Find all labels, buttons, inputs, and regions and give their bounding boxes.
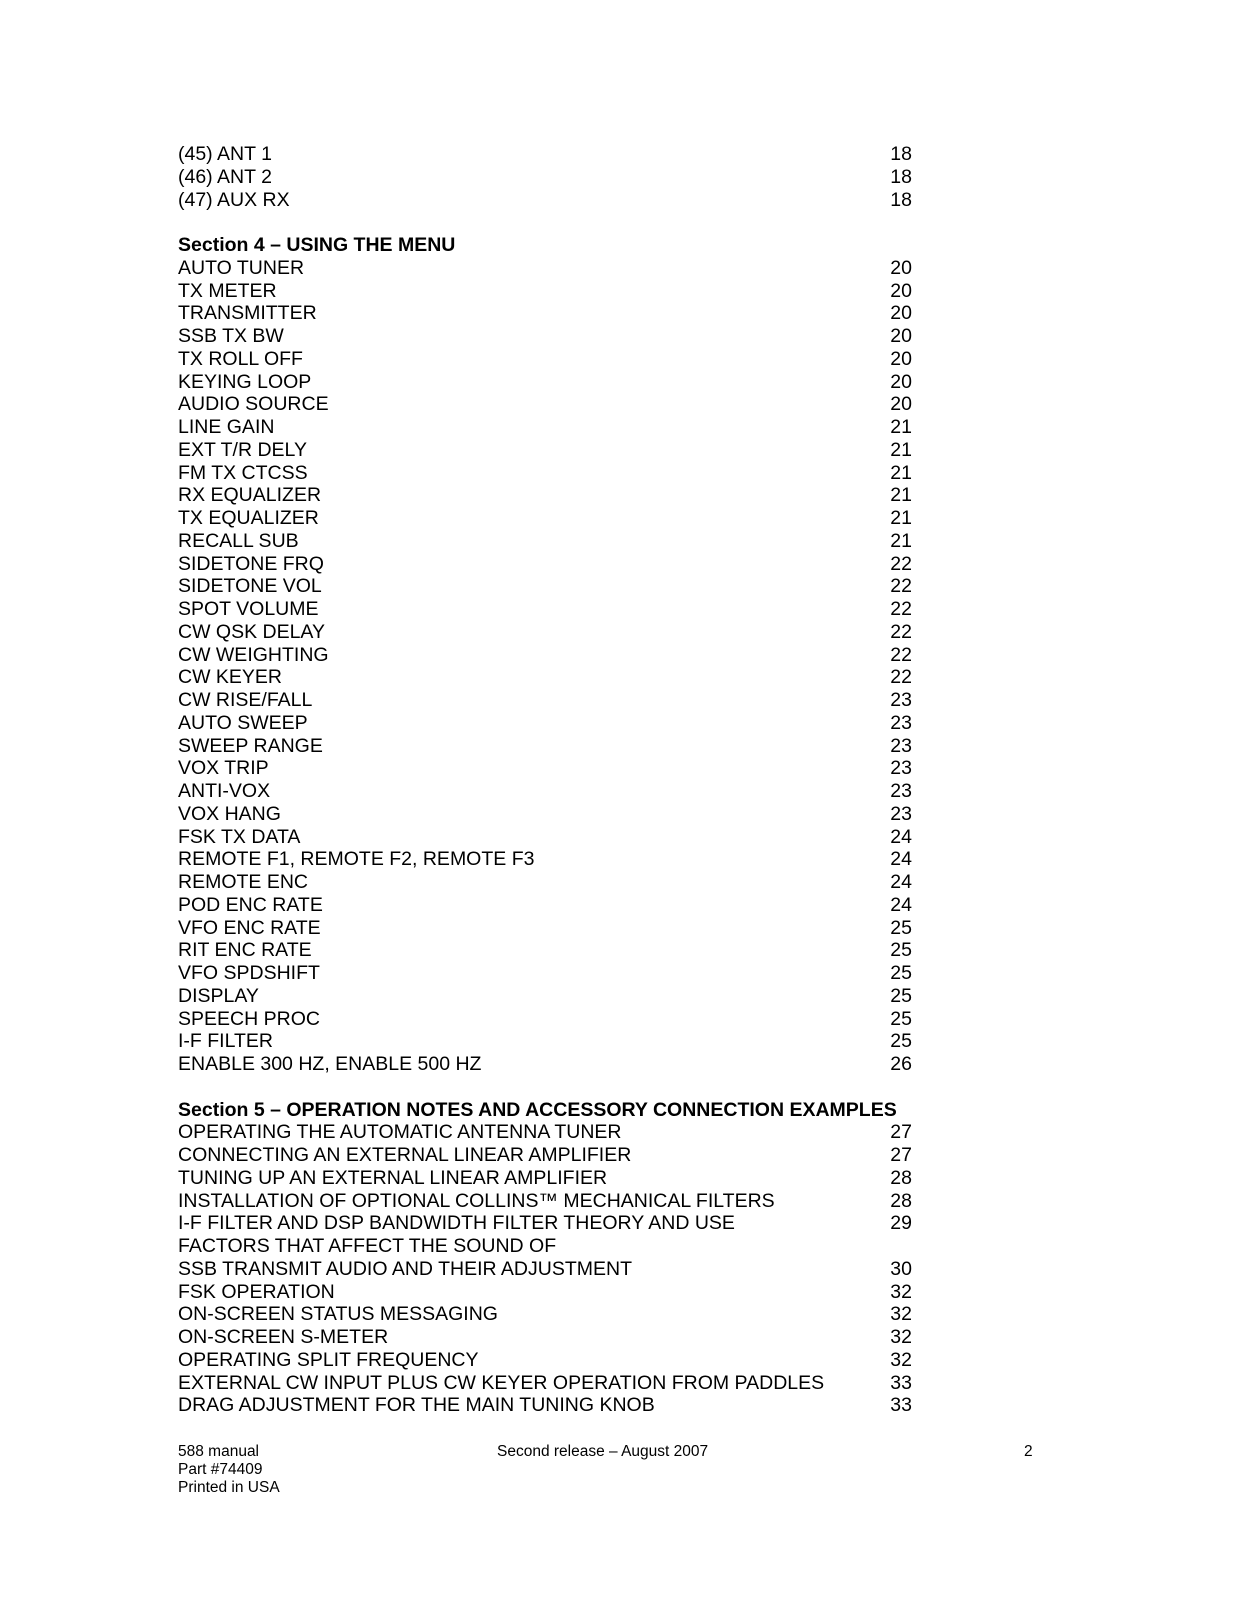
toc-entry-page: 20 [890,325,912,347]
toc-entry-page: 26 [890,1053,912,1075]
toc-entry-title: AUTO TUNER [178,256,305,279]
toc-entry-page: 28 [890,1166,912,1189]
toc-entry [178,1281,914,1304]
toc-entry-page: 25 [890,939,912,962]
toc-entry-page: 18 [890,165,912,188]
toc-entry-page: 18 [890,188,912,211]
toc-entry-page: 25 [890,1030,912,1053]
toc-entry [178,803,914,826]
toc-entry-title: REMOTE ENC [178,871,309,893]
toc-entry [178,1053,914,1076]
toc-entry-title: (47) AUX RX [178,188,290,211]
toc-entry-title: SSB TX BW [178,325,284,347]
toc-entry-title: FSK TX DATA [178,825,301,848]
toc-entry [178,848,914,871]
toc-entry-title: DRAG ADJUSTMENT FOR THE MAIN TUNING KNOB [178,1394,655,1417]
toc-entry-page: 30 [890,1257,912,1280]
toc-entry [178,780,914,803]
toc-entry [178,1372,914,1395]
toc-entry-page: 25 [890,984,912,1007]
toc-entry-title: AUTO SWEEP [178,711,308,734]
toc-entry-page: 24 [890,848,912,871]
toc-entry-page: 33 [890,1394,912,1417]
toc-entry [178,371,914,394]
toc-entry [178,917,914,940]
toc-entry-page: 32 [890,1303,912,1326]
toc-entry [178,871,914,894]
toc-entry [178,1144,914,1167]
toc-entry-page: 21 [890,416,912,438]
toc-entry [178,1303,914,1326]
toc-entry-page: 23 [890,734,912,757]
toc-entry [178,598,914,621]
toc-entry [178,348,914,371]
toc-entry-title: DISPLAY [178,984,259,1007]
toc-entry-title: FM TX CTCSS [178,461,308,484]
footer-release: Second release – August 2007 [497,1443,709,1460]
toc-entry-title: OPERATING THE AUTOMATIC ANTENNA TUNER [178,1121,622,1144]
toc-entry-page: 23 [890,802,912,825]
toc-entry-page: 21 [890,438,912,461]
toc-entry [178,166,914,189]
toc-entry-title: EXT T/R DELY [178,438,307,461]
toc-entry-page: 22 [890,598,912,620]
toc-entry-title: CW RISE/FALL [178,689,313,711]
toc-entry [178,575,914,598]
toc-entry [178,1326,914,1349]
toc-entry-title: VOX TRIP [178,757,269,780]
toc-entry-page: 20 [890,370,912,393]
toc-entry-title: CONNECTING AN EXTERNAL LINEAR AMPLIFIER [178,1144,632,1166]
toc-entry-page: 27 [890,1144,912,1166]
toc-entry [178,644,914,667]
toc-entry [178,530,914,553]
toc-entry [178,1008,914,1031]
toc-entry [178,416,914,439]
toc-entry-page: 20 [890,347,912,370]
toc-entry-title: ANTI-VOX [178,780,271,802]
toc-entry [178,1190,914,1213]
toc-entry [178,1121,914,1144]
toc-entry-title: FSK OPERATION [178,1280,335,1303]
footer-manual-name: 588 manual [178,1443,260,1460]
toc-entry-page: 22 [890,620,912,643]
toc-entry-page: 22 [890,666,912,689]
toc-entry-title: SWEEP RANGE [178,734,323,757]
toc-entry-title: CW WEIGHTING [178,643,329,666]
toc-entry [178,462,914,485]
toc-entry-page: 21 [890,507,912,529]
toc-entry-page: 23 [890,780,912,802]
toc-entry-title: CW KEYER [178,666,283,689]
toc-entry-page: 23 [890,757,912,780]
toc-entry-page: 29 [890,1212,912,1235]
toc-entry-title: FACTORS THAT AFFECT THE SOUND OF [178,1235,557,1257]
toc-entry-title: TX METER [178,279,277,302]
toc-entry-page: 20 [890,302,912,325]
toc-entry [178,393,914,416]
toc-entry-title: POD ENC RATE [178,893,323,916]
toc-entry [178,757,914,780]
toc-entry-title: RIT ENC RATE [178,939,312,962]
toc-entry-title: AUDIO SOURCE [178,393,329,416]
footer-part-number: Part #74409 [178,1461,263,1478]
toc-entry-page: 24 [890,825,912,848]
toc-entry-title: VFO SPDSHIFT [178,962,320,984]
toc-entry [178,666,914,689]
toc-entry-page: 21 [890,461,912,484]
toc-entry [178,1212,914,1235]
toc-entry-page: 21 [890,484,912,507]
toc-entry-title: SPEECH PROC [178,1007,320,1030]
toc-entry-title: ON-SCREEN S-METER [178,1326,389,1348]
toc-entry [178,1167,914,1190]
toc-entry-title: RX EQUALIZER [178,484,322,507]
toc-entry-title: (46) ANT 2 [178,165,272,188]
toc-entry-title: SIDETONE FRQ [178,552,324,575]
toc-entry [178,1030,914,1053]
toc-entry-title: TUNING UP AN EXTERNAL LINEAR AMPLIFIER [178,1166,608,1189]
toc-entry-title: ON-SCREEN STATUS MESSAGING [178,1303,498,1326]
toc-entry [178,1258,914,1281]
toc-entry-title: EXTERNAL CW INPUT PLUS CW KEYER OPERATION FROM PADDLES [178,1371,825,1394]
toc-entry-page: 33 [890,1371,912,1394]
toc-entry [178,439,914,462]
toc-entry-page: 24 [890,893,912,916]
toc-entry-title: VFO ENC RATE [178,916,321,939]
toc-entry-page: 22 [890,552,912,575]
toc-entry-title: SIDETONE VOL [178,575,322,598]
toc-entry-title: REMOTE F1, REMOTE F2, REMOTE F3 [178,848,535,871]
toc-entry [178,985,914,1008]
toc-entry-page: 32 [890,1280,912,1303]
toc-entry-page: 22 [890,643,912,666]
toc-entry-page: 21 [890,529,912,552]
toc-entry [178,143,914,166]
table-of-contents [178,143,914,1417]
toc-entry [178,189,914,212]
toc-entry [178,894,914,917]
toc-entry-page: 22 [890,575,912,598]
toc-entry-title: VOX HANG [178,802,281,825]
toc-entry-page: 20 [890,279,912,302]
toc-entry-page: 25 [890,916,912,939]
toc-entry [178,553,914,576]
toc-entry-title: KEYING LOOP [178,370,312,393]
toc-entry [178,712,914,735]
toc-entry-page: 23 [890,689,912,711]
toc-entry-title: I-F FILTER [178,1030,273,1053]
toc-entry-page: 25 [890,1007,912,1030]
toc-entry [178,302,914,325]
section-5-list [178,1121,914,1417]
toc-entry [178,257,914,280]
toc-entry-title: (45) ANT 1 [178,143,272,165]
toc-entry-page: 25 [890,962,912,984]
section-4-list [178,257,914,1076]
toc-entry-title: TRANSMITTER [178,302,317,325]
toc-entry [178,621,914,644]
toc-intro-list [178,143,914,211]
section-4-heading: Section 4 – USING THE MENU [178,234,456,256]
toc-entry-title: ENABLE 300 HZ, ENABLE 500 HZ [178,1053,482,1075]
toc-entry-title: OPERATING SPLIT FREQUENCY [178,1348,479,1371]
toc-entry [178,484,914,507]
footer-page-number: 2 [1024,1443,1033,1460]
toc-entry [178,689,914,712]
toc-entry-page: 23 [890,711,912,734]
toc-entry [178,962,914,985]
footer-document-info [178,1443,280,1497]
toc-entry-page: 24 [890,871,912,893]
toc-entry-title: SPOT VOLUME [178,598,319,620]
toc-entry [178,1349,914,1372]
toc-entry [178,280,914,303]
toc-entry-page: 20 [890,256,912,279]
toc-entry-page: 32 [890,1348,912,1371]
toc-entry-title: RECALL SUB [178,529,299,552]
section-5-heading: Section 5 – OPERATION NOTES AND ACCESSORY CONNECTION EXAMPLES [178,1098,897,1121]
toc-entry-title: SSB TRANSMIT AUDIO AND THEIR ADJUSTMENT [178,1257,632,1280]
toc-entry-page: 27 [890,1121,912,1144]
toc-entry-title: TX EQUALIZER [178,507,319,529]
toc-entry-page: 20 [890,393,912,416]
toc-entry [178,735,914,758]
toc-entry-title: CW QSK DELAY [178,620,326,643]
footer-printed-in: Printed in USA [178,1479,280,1496]
toc-entry [178,1394,914,1417]
toc-entry-title: LINE GAIN [178,416,275,438]
toc-entry [178,939,914,962]
toc-entry [178,826,914,849]
toc-entry [178,1235,914,1258]
toc-entry-page: 18 [890,143,912,165]
toc-entry-page: 32 [890,1326,912,1348]
toc-entry-title: TX ROLL OFF [178,347,303,370]
toc-entry [178,507,914,530]
toc-entry [178,325,914,348]
toc-entry-title: INSTALLATION OF OPTIONAL COLLINS™ MECHANICAL FILTERS [178,1189,775,1212]
toc-entry-page: 28 [890,1189,912,1212]
toc-entry-title: I-F FILTER AND DSP BANDWIDTH FILTER THEORY AND USE [178,1212,735,1235]
